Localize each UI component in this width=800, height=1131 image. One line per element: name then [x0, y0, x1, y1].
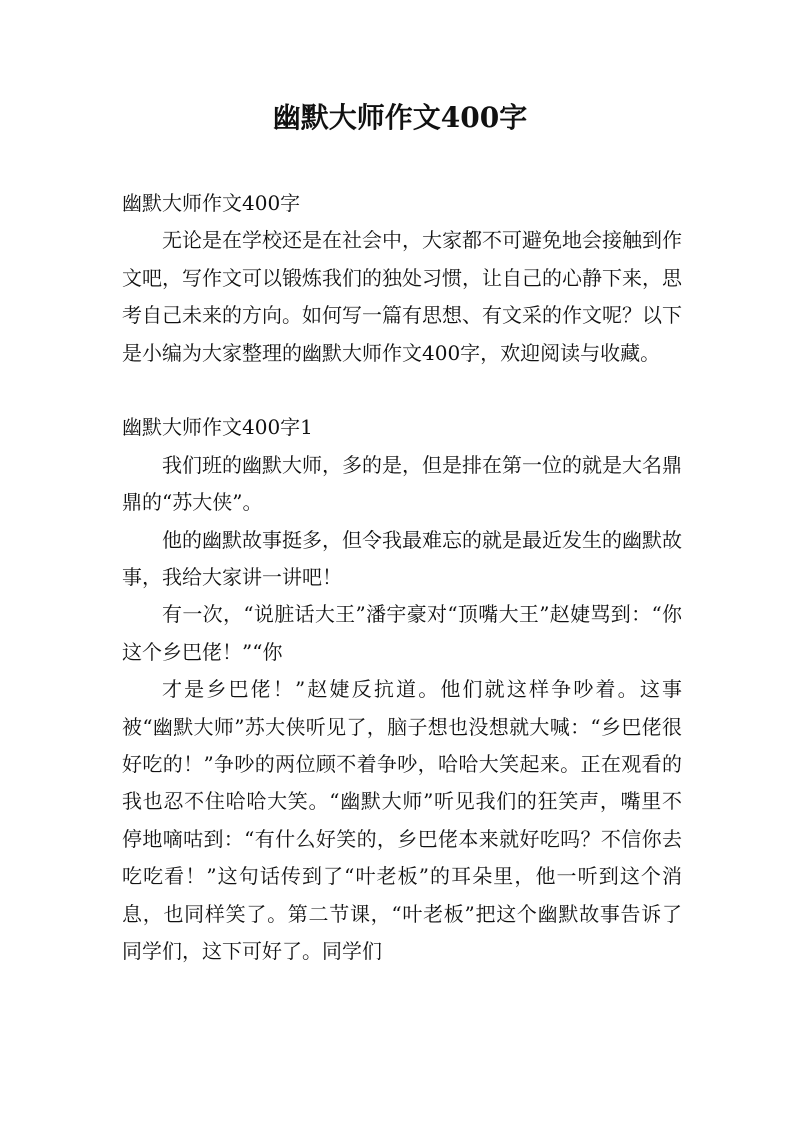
document-body — [122, 185, 682, 971]
section-heading: 幽默大师作文400字1 — [122, 415, 313, 440]
paragraph: 才是乡巴佬！”赵婕反抗道。他们就这样争吵着。这事被“幽默大师”苏大侠听见了，脑子想也没想就大喊：“乡巴佬很好吃的！”争吵的两位顾不着争吵，哈哈大笑起来。正在观看的我也忍不住哈哈大笑。“幽默大师”听见我们的狂笑声，嘴里不停地嘀咕到：“有什么好笑的，乡巴佬本来就好吃吗？不信你去吃吃看！”这句话传到了“叶老板”的耳朵里，他一听到这个消息，也同样笑了。第二节课，“叶老板”把这个幽默故事告诉了同学们，这下可好了。同学们 — [122, 677, 682, 964]
paragraph: 他的幽默故事挺多，但令我最难忘的就是最近发生的幽默故事，我给大家讲一讲吧！ — [122, 527, 682, 590]
paragraph: 有一次，“说脏话大王”潘宇豪对“顶嘴大王”赵婕骂到：“你这个乡巴佬！”“你 — [122, 602, 682, 664]
document-title: 幽默大师作文400字 — [272, 101, 528, 134]
section-heading: 幽默大师作文400字 — [122, 191, 301, 215]
paragraph: 无论是在学校还是在社会中，大家都不可避免地会接触到作文吧，写作文可以锻炼我们的独处习惯，让自己的心静下来，思考自己未来的方向。如何写一篇有思想、有文采的作文呢？以下是小编为大家整理的幽默大师作文400字，欢迎阅读与收藏。 — [122, 228, 682, 365]
blank-line — [122, 372, 682, 409]
paragraph: 我们班的幽默大师，多的是，但是排在第一位的就是大名鼎鼎的“苏大侠”。 — [122, 452, 682, 515]
